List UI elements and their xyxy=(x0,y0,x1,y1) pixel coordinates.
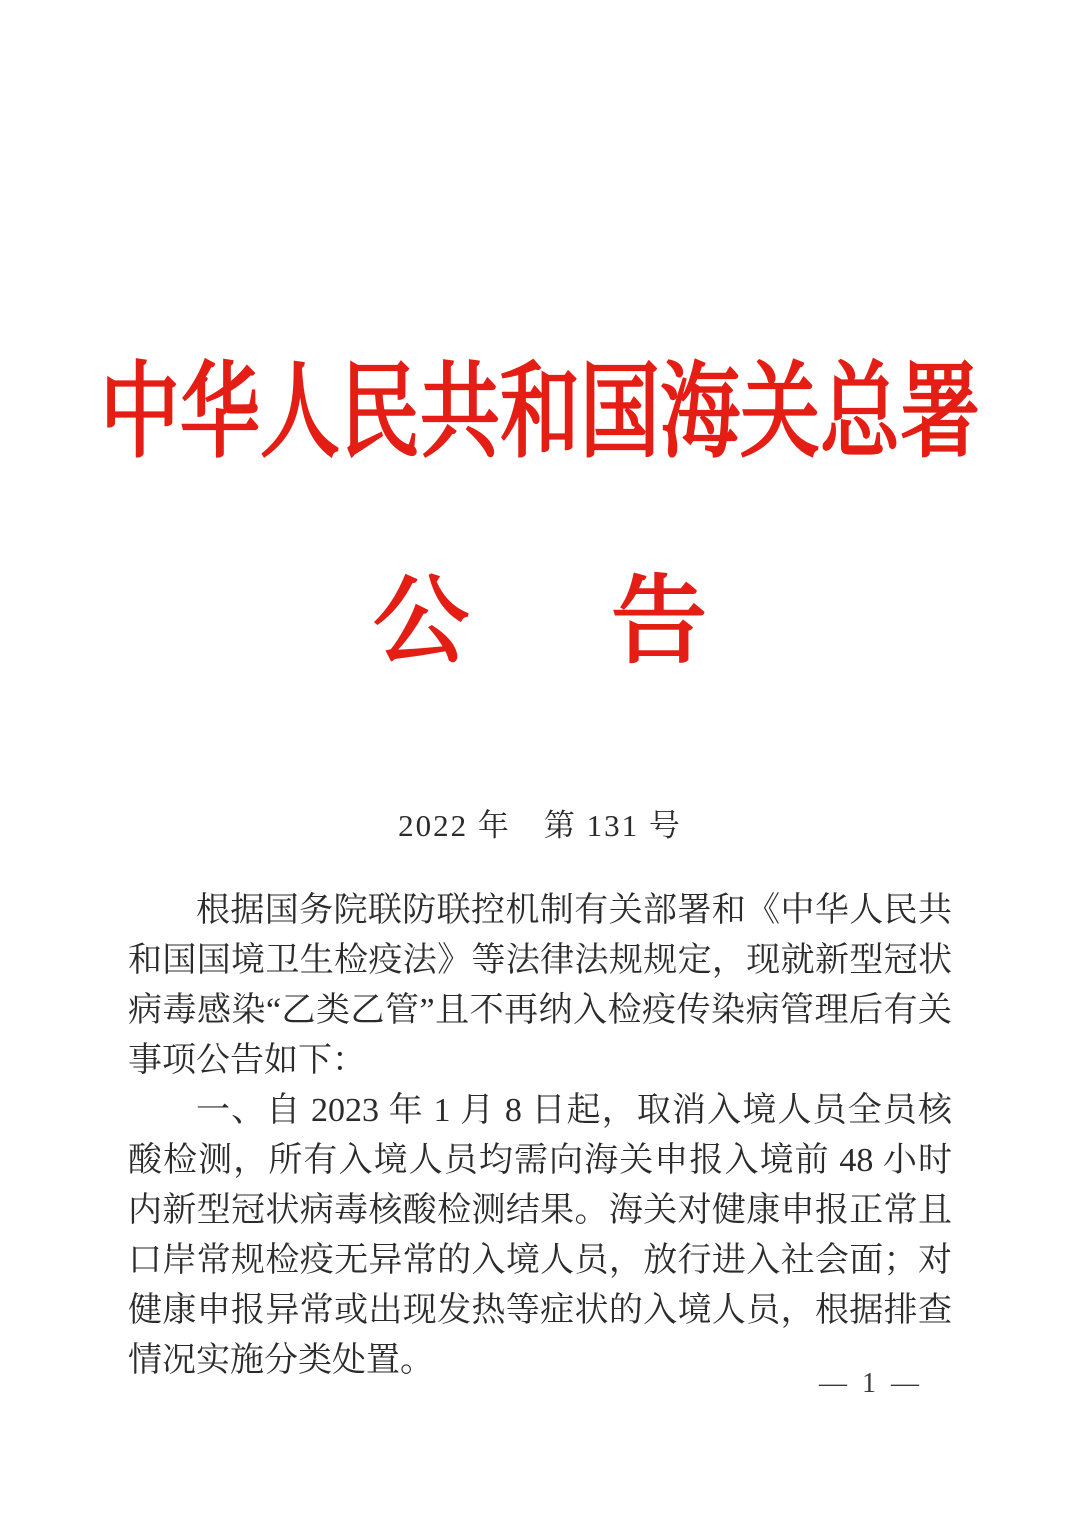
page-number: — 1 — xyxy=(819,1368,923,1399)
paragraph-basis: 根据国务院联防联控机制有关部署和《中华人民共和国国境卫生检疫法》等法律法规规定，现就新型冠状病毒感染“乙类乙管”且不再纳入检疫传染病管理后有关事项公告如下： xyxy=(128,892,952,1079)
doc-number: 2022 年 第 131 号 xyxy=(398,808,682,843)
agency-masthead-title: 中华人民共和国海关总署 xyxy=(100,354,980,471)
doc-type-char-gong: 公 xyxy=(373,568,469,675)
doc-type-char-gao: 告 xyxy=(611,568,707,675)
paragraph-item-one: 一、自 2023 年 1 月 8 日起，取消入境人员全员核酸检测，所有入境人员均需向海关申报入境前 48 小时内新型冠状病毒核酸检测结果。海关对健康申报正常且口岸常规检疫无异常的入境人员，放行进入社会面；对健康申报异常或出现发热等症状的入境人员，根据排查情况实施分类处置。 xyxy=(128,1092,952,1379)
doc-body xyxy=(128,886,952,1386)
doc-type-title xyxy=(0,568,1080,675)
